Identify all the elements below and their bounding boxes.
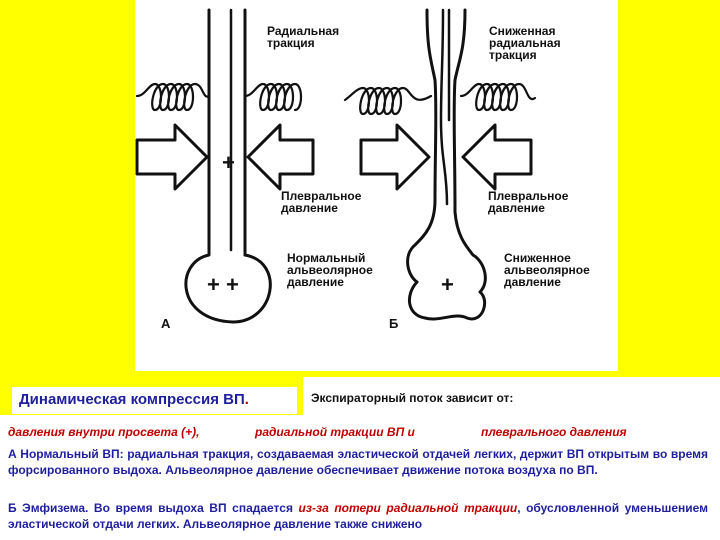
plus-alveolus-a: + + [207, 272, 239, 297]
spring-b-left [345, 88, 431, 114]
label-alveolar-pressure-a: Нормальный альвеолярное давление [287, 251, 373, 289]
subtitle: Экспираторный поток зависит от: [311, 391, 514, 405]
factor-radial-traction: радиальной тракции ВП и [255, 425, 415, 439]
label-pleural-pressure-b: Плевральное давление [488, 189, 569, 215]
label-radial-traction-a: Радиальная тракция [267, 24, 340, 50]
paragraph-b-highlight: из-за потери радиальной тракции [298, 501, 518, 515]
panel-letter-b: Б [389, 316, 399, 331]
factor-pleural-pressure: плеврального давления [481, 425, 627, 439]
arrow-b-left [361, 125, 429, 189]
arrow-a-left [137, 125, 207, 189]
spring-a-right [245, 84, 301, 110]
plus-alveolus-b: + [441, 272, 454, 297]
plus-airway-a: + [222, 150, 235, 175]
slide-title-text: Динамическая компрессия ВП [19, 391, 245, 408]
airway-b-lumen [441, 10, 447, 204]
factor-intraluminal-pressure: давления внутри просвета (+), [8, 425, 200, 439]
text-panel [0, 415, 720, 540]
arrow-b-right [463, 125, 531, 189]
label-radial-traction-b: Сниженная радиальная тракция [489, 24, 561, 62]
slide-title [19, 391, 249, 408]
arrow-a-right [248, 125, 313, 189]
diagram-figure [135, 0, 618, 371]
slide-title-dot: . [244, 391, 249, 408]
paragraph-b-part1: Б Эмфизема. Во время выдоха ВП спадается [8, 501, 299, 515]
paragraph-b-part3: , обусловленной уменьшением эластической отдачи легких. Альвеолярное давление также снижено [8, 501, 709, 531]
label-alveolar-pressure-b: Сниженное альвеолярное давление [504, 251, 590, 289]
paragraph-b [8, 500, 708, 532]
title-box [12, 387, 297, 414]
paragraph-a: А Нормальный ВП: радиальная тракция, создаваемая эластической отдачей легких, держит ВП открытым во время форсированного выдоха. Альвеолярное давление обеспечивает движение потока воздуха по ВП. [8, 447, 708, 477]
spring-a-left [137, 84, 209, 110]
airway-b-wall-right [454, 10, 465, 212]
subtitle-box [303, 377, 720, 415]
label-pleural-pressure-a: Плевральное давление [281, 189, 362, 215]
panel-letter-a: А [161, 316, 171, 331]
spring-b-right [461, 84, 535, 110]
